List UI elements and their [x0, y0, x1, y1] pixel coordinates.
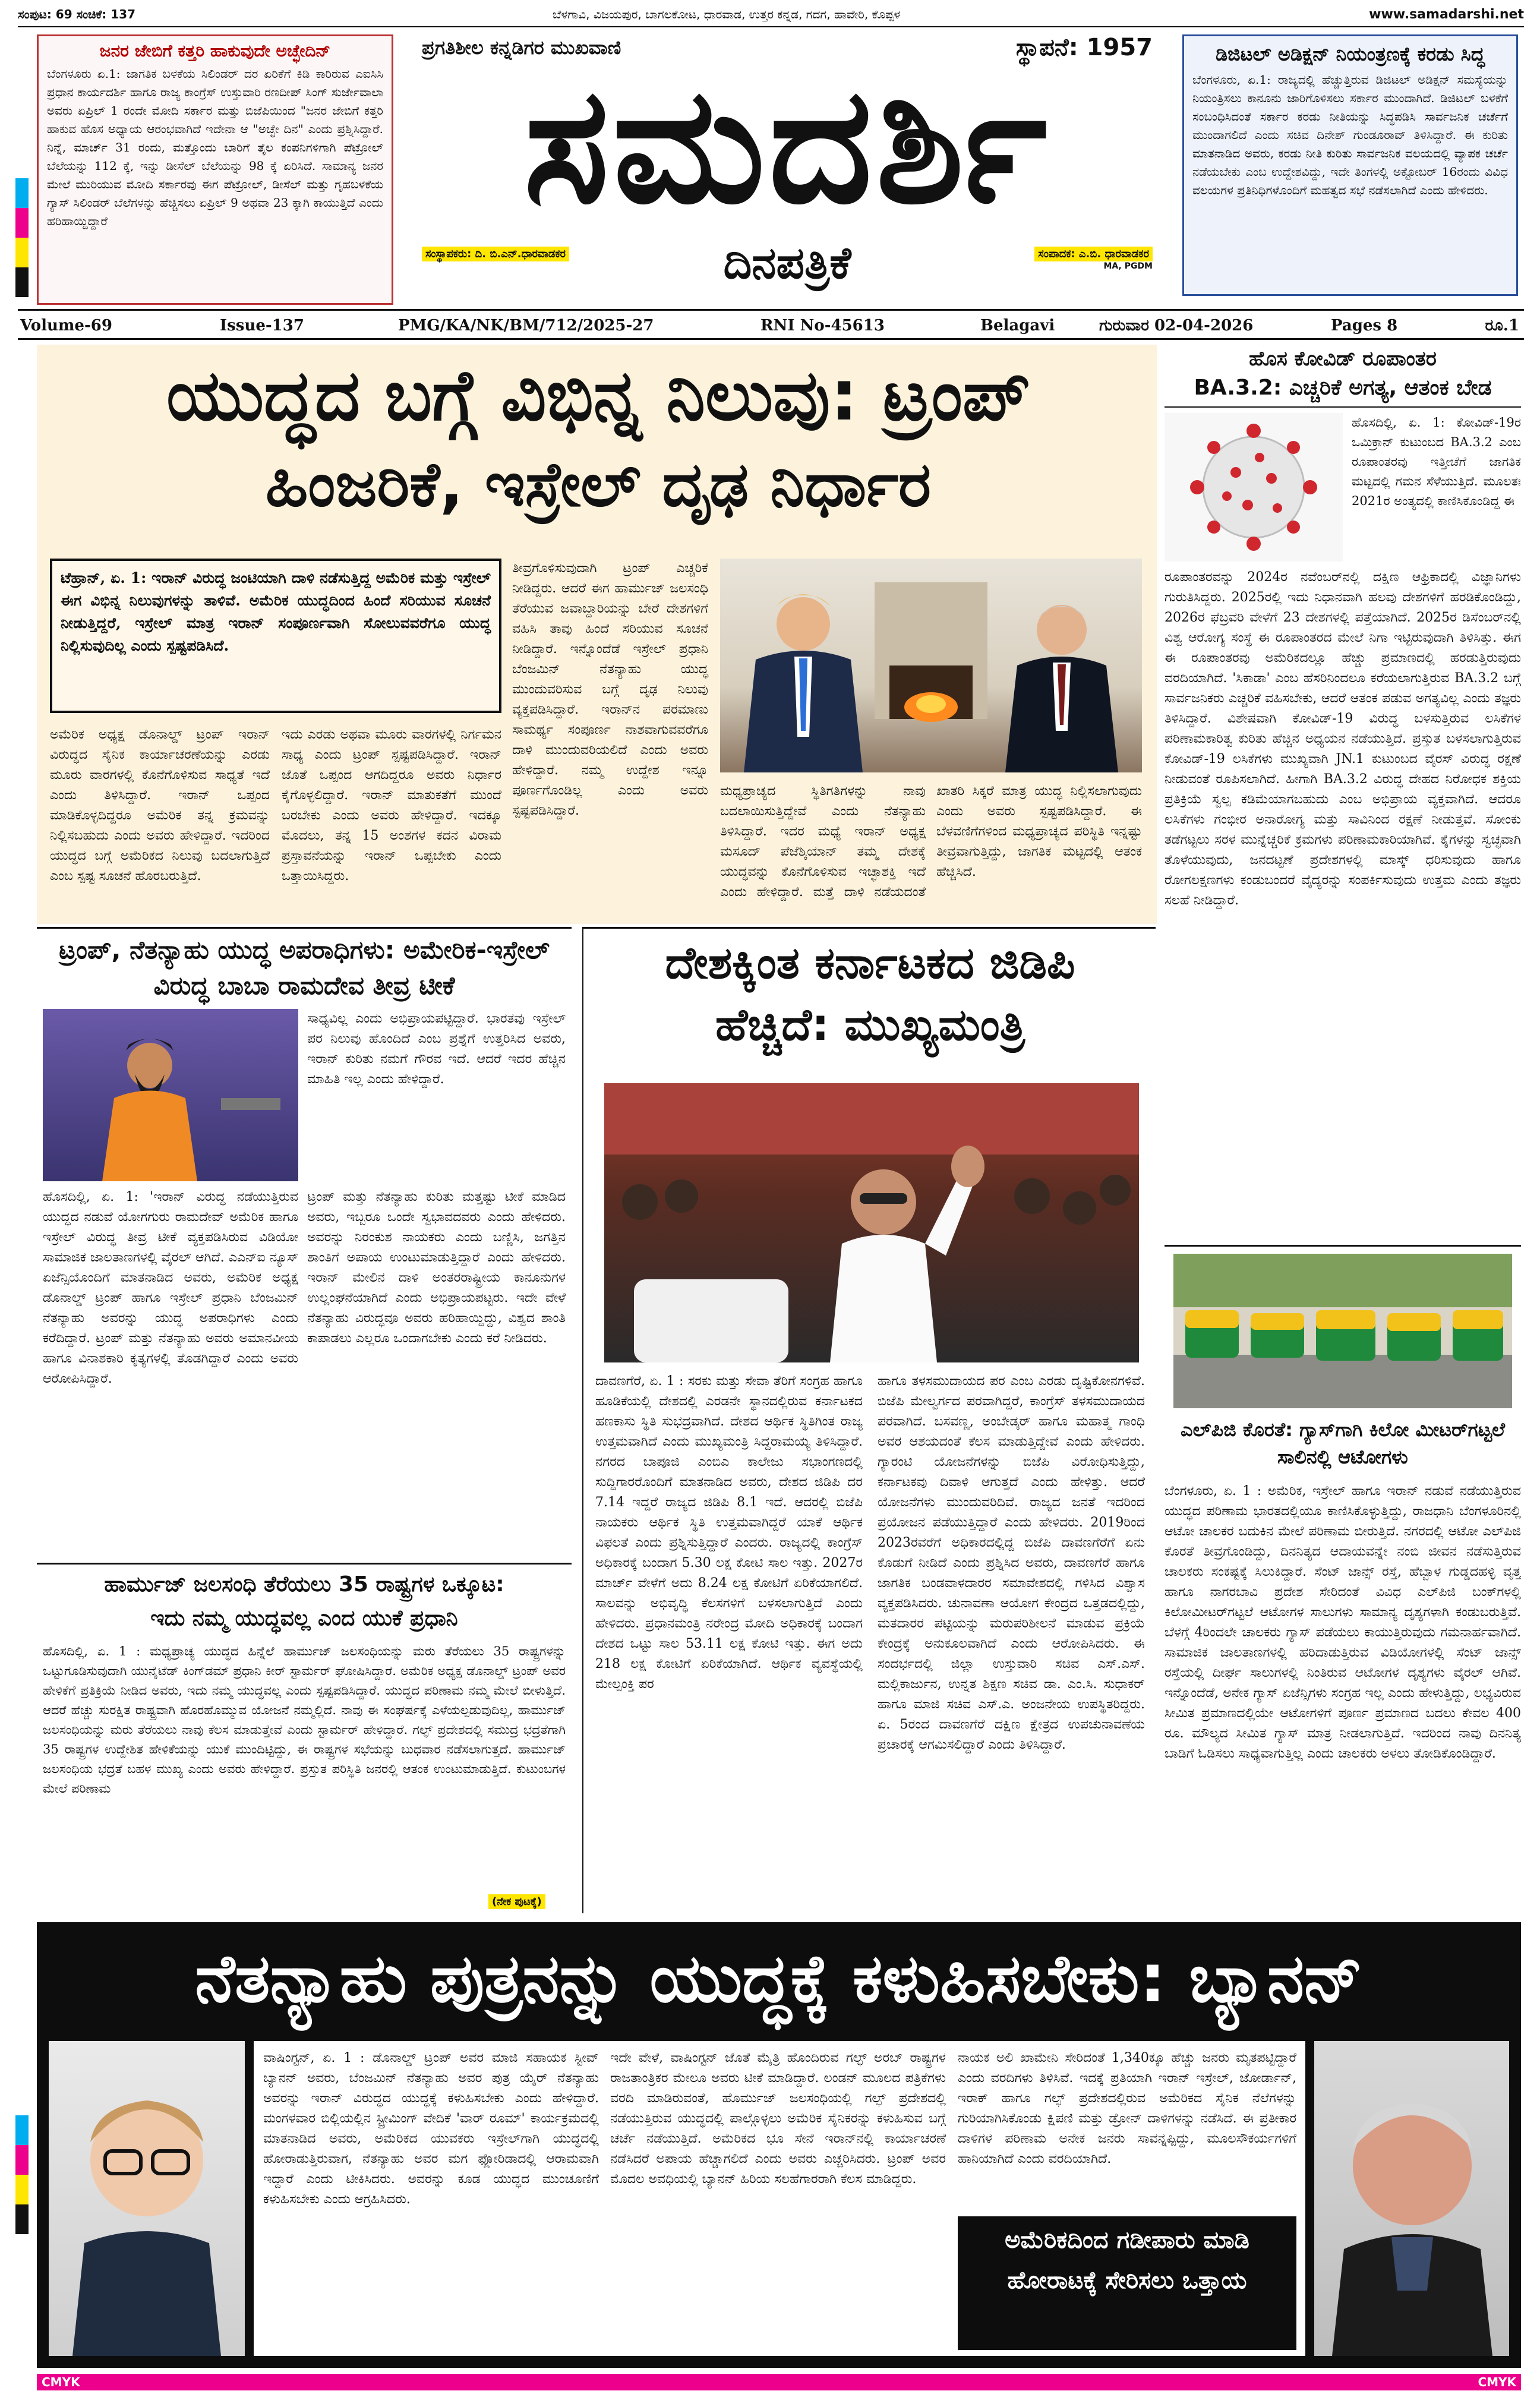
editor-label — [1034, 247, 1153, 271]
bannon-headline: ನೆತನ್ಯಾಹು ಪುತ್ರನನ್ನು ಯುದ್ಧಕ್ಕೆ ಕಳುಹಿಸಬೇಕು: ಬ್ಯಾನನ್ — [195, 1940, 1363, 2017]
footer-cmyk-right: CMYK — [1478, 2375, 1516, 2389]
cm-story — [582, 927, 1156, 1913]
photo-illustration — [43, 1009, 298, 1181]
issue-number: Issue-137 — [220, 317, 304, 335]
lead-intro-text: ಟೆಹ್ರಾನ್, ಏ. 1: ಇರಾನ್ ವಿರುದ್ಧ ಜಂಟಿಯಾಗಿ ದಾಳಿ ನಡೆಸುತ್ತಿದ್ದ ಅಮೆರಿಕ ಮತ್ತು ಇಸ್ರೇಲ್ ಈಗ ವಿಭಿನ್ನ ನಿಲುವುಗಳನ್ನು ತಾಳಿವೆ. ಅಮೆರಿಕ ಯುದ್ಧದಿಂದ ಹಿಂದೆ ಸರಿಯುವ ಸೂಚನೆ ನೀಡುತ್ತಿದ್ದರೆ, ಇಸ್ರೇಲ್ ಮಾತ್ರ ಇರಾನ್ ಸಂಪೂರ್ಣವಾಗಿ ಸೋಲುವವರೆಗೂ ಯುದ್ಧ ನಿಲ್ಲಿಸುವುದಿಲ್ಲ ಎಂದು ಸ್ಪಷ್ಟಪಡಿಸಿದೆ. — [61, 569, 491, 654]
hormuz-headline-2: ಇದು ನಮ್ಮ ಯುದ್ಧವಲ್ಲ ಎಂದ ಯುಕೆ ಪ್ರಧಾನಿ — [150, 1606, 458, 1630]
bannon-column-2: ಇದೇ ವೇಳೆ, ವಾಷಿಂಗ್ಟನ್ ಜೊತೆ ಮೈತ್ರಿ ಹೊಂದಿರುವ ಗಲ್ಫ್ ಅರಬ್ ರಾಷ್ಟ್ರಗಳ ರಾಜತಾಂತ್ರಿಕರ ಮೇಲೂ ಅವರು ಟೀಕೆ ಮಾಡಿದ್ದಾರೆ. ಲಂಡನ್ ಮೂಲದ ಪತ್ರಿಕೆಗಳು ವರದಿ ಮಾಡಿರುವಂತೆ, ಹೊರ್ಮುಜ್ ಜಲಸಂಧಿಯಲ್ಲಿ ಗಲ್ಫ್ ಪ್ರದೇಶದಲ್ಲಿ ನಡೆಯುತ್ತಿರುವ ಯುದ್ಧದಲ್ಲಿ ಪಾಲ್ಗೊಳ್ಳಲು ಅಮೆರಿಕ ಸೈನಿಕರನ್ನು ಕಳುಹಿಸುವ ಬಗ್ಗೆ ಚರ್ಚೆ ನಡೆಯುತ್ತಿದೆ. ಅಮೆರಿಕದ ಭೂ ಸೇನೆ ಇರಾನ್‌ನಲ್ಲಿ ಕಾರ್ಯಾಚರಣೆ ನಡೆಸಿದರೆ ಅಪಾಯ ಹೆಚ್ಚಾಗಲಿದೆ ಎಂದು ಅವರು ಎಚ್ಚರಿಸಿದರು. ಟ್ರಂಪ್ ಅವರ ಮೊದಲ ಅವಧಿಯಲ್ಲಿ ಬ್ಯಾನನ್ ಹಿರಿಯ ಸಲಹೆಗಾರರಾಗಿ ಕೆಲಸ ಮಾಡಿದ್ದರು. — [610, 2051, 946, 2187]
lpg-headline: ಎಲ್‌ಪಿಜಿ ಕೊರತೆ: ಗ್ಯಾಸ್‌ಗಾಗಿ ಕಿಲೋ ಮೀಟರ್‌ಗಟ್ಟಲೆ ಸಾಲಿನಲ್ಲಿ ಆಟೋಗಳು — [1181, 1418, 1505, 1468]
ramdev-column-2: ಟ್ರಂಪ್ ಮತ್ತು ನೆತನ್ಯಾಹು ಕುರಿತು ಮತ್ತಷ್ಟು ಟೀಕೆ ಮಾಡಿದ ಅವರು, ಇಬ್ಬರೂ ಒಂದೇ ಸ್ವಭಾವದವರು ಎಂದು ಹೇಳಿದರು. ಅವರನ್ನು ನಿರಂಕುಶ ನಾಯಕರು ಎಂದು ಬಣ್ಣಿಸಿ, ಜಗತ್ತಿನ ಶಾಂತಿಗೆ ಅಪಾಯ ಉಂಟುಮಾಡುತ್ತಿದ್ದಾರೆ ಎಂದು ಹೇಳಿದರು. ಇರಾನ್ ಮೇಲಿನ ದಾಳಿ ಅಂತರರಾಷ್ಟ್ರೀಯ ಕಾನೂನುಗಳ ಉಲ್ಲಂಘನೆಯಾಗಿದೆ ಎಂದು ಅಭಿಪ್ರಾಯಪಟ್ಟರು. ಇದೇ ವೇಳೆ ನೆತನ್ಯಾಹು ವಿರುದ್ಧವೂ ಅವರು ಹರಿಹಾಯ್ದಿದ್ದು, ವಿಶ್ವದ ಶಾಂತಿ ಕಾಪಾಡಲು ಎಲ್ಲರೂ ಒಂದಾಗಬೇಕು ಎಂದು ಕರೆ ನೀಡಿದರು. — [307, 1190, 566, 1346]
lead-intro-box — [50, 559, 501, 713]
footer-color-bar — [37, 2374, 1521, 2390]
cm-column-1: ದಾವಣಗೆರೆ, ಏ. 1 : ಸರಕು ಮತ್ತು ಸೇವಾ ತೆರಿಗೆ ಸಂಗ್ರಹ ಹಾಗೂ ಹೂಡಿಕೆಯಲ್ಲಿ ದೇಶದಲ್ಲಿ ಎರಡನೇ ಸ್ಥಾನದಲ್ಲಿರುವ ಕರ್ನಾಟಕದ ಹಣಕಾಸು ಸ್ಥಿತಿ ಸುಭದ್ರವಾಗಿದೆ. ದೇಶದ ಆರ್ಥಿಕ ಸ್ಥಿತಿಗಿಂತ ರಾಜ್ಯ ಉತ್ತಮವಾಗಿದೆ ಎಂದು ಮುಖ್ಯಮಂತ್ರಿ ಸಿದ್ದರಾಮಯ್ಯ ತಿಳಿಸಿದ್ದಾರೆ. ನಗರದ ಬಾಪೂಜಿ ಎಂಬಿಎ ಕಾಲೇಜು ಸಭಾಂಗಣದಲ್ಲಿ ಸುದ್ದಿಗಾರರೊಂದಿಗೆ ಮಾತನಾಡಿದ ಅವರು, ದೇಶದ ಜಿಡಿಪಿ ದರ 7.14 ಇದ್ದರೆ ರಾಜ್ಯದ ಜಿಡಿಪಿ 8.1 ಇದೆ. ಆದರಲ್ಲಿ ಬಿಜೆಪಿ ನಾಯಕರು ಆರ್ಥಿಕ ಸ್ಥಿತಿ ಉತ್ತಮವಾಗಿದ್ದರೆ ಯಾಕೆ ಆರ್ಥಿಕ ವಿಫಲತೆ ಎಂದು ಪ್ರಶ್ನಿಸುತ್ತಿದ್ದಾರೆ ಎಂದರು. ರಾಜ್ಯದಲ್ಲಿ ಕಾಂಗ್ರೆಸ್ ಅಧಿಕಾರಕ್ಕೆ ಬಂದಾಗ 5.30 ಲಕ್ಷ ಕೋಟಿ ಸಾಲ ಇತ್ತು. 2027ರ ಮಾರ್ಚ್ ವೇಳೆಗೆ ಅದು 8.24 ಲಕ್ಷ ಕೋಟಿಗೆ ಏರಿಕೆಯಾಗಲಿದೆ. ಸಾಲವನ್ನು ಅಭಿವೃದ್ಧಿ ಕೆಲಸಗಳಿಗೆ ಬಳಸಲಾಗುತ್ತಿದೆ ಎಂದು ಹೇಳಿದರು. ಪ್ರಧಾನಮಂತ್ರಿ ನರೇಂದ್ರ ಮೋದಿ ಅಧಿಕಾರಕ್ಕೆ ಬಂದಾಗ ದೇಶದ ಒಟ್ಟು ಸಾಲ 53.11 ಲಕ್ಷ ಕೋಟಿ ಇತ್ತು. ಈಗ ಅದು 218 ಲಕ್ಷ ಕೋಟಿಗೆ ಏರಿಕೆಯಾಗಿದೆ. ಆರ್ಥಿಕ ವ್ಯವಸ್ಥೆಯಲ್ಲಿ ಮೇಲ್ಪಂಕ್ತಿ ಪರ — [595, 1374, 863, 1692]
bannon-story — [37, 1922, 1521, 2368]
registration-mark-bottom — [15, 2115, 29, 2234]
volume-number: Volume-69 — [20, 317, 112, 335]
top-bar — [18, 5, 1524, 27]
covid-body: ರೂಪಾಂತರವನ್ನು 2024ರ ನವೆಂಬರ್‌ನಲ್ಲಿ ದಕ್ಷಿಣ ಆಫ್ರಿಕಾದಲ್ಲಿ ವಿಜ್ಞಾನಿಗಳು ಗುರುತಿಸಿದ್ದರು. 2025ರಲ್ಲಿ ಇದು ನಿಧಾನವಾಗಿ ಹಲವು ದೇಶಗಳಿಗೆ ಹರಡಿಕೊಂಡಿದ್ದು, 2026ರ ಫೆಬ್ರವರಿ ವೇಳೆಗೆ 23 ದೇಶಗಳಲ್ಲಿ ಪತ್ತೆಯಾಗಿದೆ. 2025ರ ಡಿಸೆಂಬರ್‌ನಲ್ಲಿ ವಿಶ್ವ ಆರೋಗ್ಯ ಸಂಸ್ಥೆ ಈ ರೂಪಾಂತರದ ಮೇಲೆ ನಿಗಾ ಇಟ್ಟಿರುವುದಾಗಿ ತಿಳಿಸಿತ್ತು. ಈಗ ಈ ರೂಪಾಂತರವು ಅಮೆರಿಕದಲ್ಲೂ ಹೆಚ್ಚು ಪ್ರಮಾಣದಲ್ಲಿ ಹರಡುತ್ತಿರುವುದು ವರದಿಯಾಗಿದೆ. 'ಸಿಕಾಡಾ' ಎಂಬ ಹೆಸರಿನಿಂದಲೂ ಕರೆಯಲಾಗುತ್ತಿರುವ BA.3.2 ಬಗ್ಗೆ ಸಾರ್ವಜನಿಕರು ಎಚ್ಚರಿಕೆ ವಹಿಸಬೇಕು, ಆದರೆ ಆತಂಕ ಪಡುವ ಅಗತ್ಯವಿಲ್ಲ ಎಂದು ತಜ್ಞರು ತಿಳಿಸಿದ್ದಾರೆ. ವಿಶೇಷವಾಗಿ ಕೋವಿಡ್-19 ವಿರುದ್ಧ ಬಳಸುತ್ತಿರುವ ಲಸಿಕೆಗಳ ಪರಿಣಾಮಕಾರಿತ್ವ ಕುರಿತು ಹೆಚ್ಚಿನ ಅಧ್ಯಯನ ನಡೆಯುತ್ತಿದೆ. ಪ್ರಸ್ತುತ ಬಳಸಲಾಗುತ್ತಿರುವ ಕೋವಿಡ್-19 ಲಸಿಕೆಗಳು ಮುಖ್ಯವಾಗಿ JN.1 ಕುಟುಂಬದ ವೈರಸ್ ವಿರುದ್ಧ ರಕ್ಷಣೆ ನೀಡುವಂತೆ ರೂಪಿಸಲಾಗಿದೆ. ಹೀಗಾಗಿ BA.3.2 ವಿರುದ್ಧ ದೇಹದ ನಿರೋಧಕ ಶಕ್ತಿಯ ಪ್ರತಿಕ್ರಿಯೆ ಸ್ವಲ್ಪ ಕಡಿಮೆಯಾಗಬಹುದು ಎಂಬ ಅಭಿಪ್ರಾಯ ವ್ಯಕ್ತವಾಗಿದೆ. ಆದರೂ ಲಸಿಕೆಗಳು ಗಂಭೀರ ಅನಾರೋಗ್ಯ ಮತ್ತು ಸಾವಿನಿಂದ ರಕ್ಷಣೆ ನೀಡುತ್ತವೆ. ಸೋಂಕು ತಡೆಗಟ್ಟಲು ಸರಳ ಮುನ್ನೆಚ್ಚರಿಕೆ ಕ್ರಮಗಳು ಪರಿಣಾಮಕಾರಿಯಾಗಿವೆ. ಕೈಗಳನ್ನು ಸ್ವಚ್ಛವಾಗಿ ತೊಳೆಯುವುದು, ಜನದಟ್ಟಣೆ ಪ್ರದೇಶಗಳಲ್ಲಿ ಮಾಸ್ಕ್ ಧರಿಸುವುದು ಹಾಗೂ ರೋಗಲಕ್ಷಣಗಳು ಕಂಡುಬಂದರೆ ವೈದ್ಯರನ್ನು ಸಂಪರ್ಕಿಸುವುದು ಉತ್ತಮ ಎಂದು ತಜ್ಞರು ಸಲಹೆ ನೀಡಿದ್ದಾರೆ. — [1165, 570, 1521, 908]
covid-headline-2: BA.3.2: ಎಚ್ಚರಿಕೆ ಅಗತ್ಯ, ಆತಂಕ ಬೇಡ — [1165, 373, 1521, 408]
virus-image — [1165, 413, 1343, 562]
city-label: Belagavi — [980, 317, 1055, 335]
registration-mark-top — [15, 178, 29, 297]
editor-degree: MA, PGDM — [1103, 261, 1153, 271]
lead-column-2: ಇದು ಎರಡು ಅಥವಾ ಮೂರು ವಾರಗಳಲ್ಲಿ ನಿರ್ಗಮನ ಸಾಧ್ಯ ಎಂದು ಟ್ರಂಪ್ ಸ್ಪಷ್ಟಪಡಿಸಿದ್ದಾರೆ. ಇರಾನ್ ಜೊತೆ ಒಪ್ಪಂದ ಆಗದಿದ್ದರೂ ಅವರು ನಿರ್ಧಾರ ಕೈಗೊಳ್ಳಲಿದ್ದಾರೆ. ಇರಾನ್ ಮಾತುಕತೆಗೆ ಮುಂದೆ ಬರಬೇಕು ಎಂದು ಅವರು ಹೇಳಿದ್ದಾರೆ. ಇದಕ್ಕೂ ಮೊದಲು, ತನ್ನ 15 ಅಂಶಗಳ ಕದನ ವಿರಾಮ ಪ್ರಸ್ತಾವನೆಯನ್ನು ಇರಾನ್ ಒಪ್ಪಬೇಕು ಎಂದು ಒತ್ತಾಯಿಸಿದ್ದರು. — [282, 727, 501, 884]
left-news-box — [37, 34, 393, 305]
bannon-column-3: ನಾಯಕ ಅಲಿ ಖಾಮೇನಿ ಸೇರಿದಂತೆ 1,340ಕ್ಕೂ ಹೆಚ್ಚು ಜನರು ಮೃತಪಟ್ಟಿದ್ದಾರೆ ಎಂದು ವರದಿಗಳು ತಿಳಿಸಿವೆ. ಇದಕ್ಕೆ ಪ್ರತಿಯಾಗಿ ಇರಾನ್ ಇಸ್ರೇಲ್, ಜೋರ್ಡಾನ್, ಇರಾಕ್ ಹಾಗೂ ಗಲ್ಫ್ ಪ್ರದೇಶದಲ್ಲಿರುವ ಅಮೆರಿಕದ ಸೈನಿಕ ನೆಲೆಗಳನ್ನು ಗುರಿಯಾಗಿಸಿಕೊಂಡು ಕ್ಷಿಪಣಿ ಮತ್ತು ಡ್ರೋನ್ ದಾಳಿಗಳನ್ನು ನಡೆಸಿದೆ. ಈ ಪ್ರತೀಕಾರ ದಾಳಿಗಳ ಪರಿಣಾಮ ಅನೇಕ ಜನರು ಸಾವನ್ನಪ್ಪಿದ್ದು, ಮೂಲಸೌಕರ್ಯಗಳಿಗೆ ಹಾನಿಯಾಗಿದೆ ಎಂದು ವರದಿಯಾಗಿದೆ. — [958, 2051, 1296, 2166]
virus-icon — [1165, 413, 1343, 562]
trump-netanyahu-photo — [720, 559, 1142, 772]
covid-side-text: ಹೊಸದಿಲ್ಲಿ, ಏ. 1: ಕೋವಿಡ್-19ರ ಒಮಿಕ್ರಾನ್ ಕುಟುಂಬದ BA.3.2 ಎಂಬ ರೂಪಾಂತರವು ಇತ್ತೀಚೆಗೆ ಜಾಗತಿಕ ಮಟ್ಟದಲ್ಲಿ ಗಮನ ಸೆಳೆಯುತ್ತಿದೆ. ಮೂಲತಃ 2021ರ ಅಂತ್ಯದಲ್ಲಿ ಕಾಣಿಸಿಕೊಂಡಿದ್ದ ಈ — [1352, 415, 1521, 508]
photo-illustration — [1314, 2041, 1509, 2356]
left-box-title: ಜನರ ಜೇಬಿಗೆ ಕತ್ತರಿ ಹಾಕುವುದೇ ಅಚ್ಛೇದಿನ್ — [99, 41, 331, 61]
masthead-tagline: ಪ್ರಗತಿಶೀಲ ಕನ್ನಡಿಗರ ಮುಖವಾಣಿ — [422, 36, 621, 59]
website-link[interactable]: www.samadarshi.net — [1369, 7, 1524, 22]
info-bar — [18, 309, 1524, 340]
auto-queue-photo — [1173, 1254, 1512, 1408]
right-box-body: ಬೆಂಗಳೂರು, ಏ.1: ರಾಜ್ಯದಲ್ಲಿ ಹೆಚ್ಚುತ್ತಿರುವ ಡಿಜಿಟಲ್ ಅಡಿಕ್ಷನ್ ಸಮಸ್ಯೆಯನ್ನು ನಿಯಂತ್ರಿಸಲು ಕಾನೂನು ಜಾರಿಗೊಳಿಸಲು ಸರ್ಕಾರ ಮುಂದಾಗಿದೆ. ಡಿಜಿಟಲ್ ಬಳಕೆಗೆ ಸಂಬಂಧಿಸಿದಂತೆ ಸರ್ಕಾರ ಕರಡು ನೀತಿಯನ್ನು ಸಿದ್ಧಪಡಿಸಿ ಸಾರ್ವಜನಿಕ ಚರ್ಚೆಗೆ ಮುಂದಾಗಲಿದೆ ಎಂದು ಸಚಿವ ದಿನೇಶ್ ಗುಂಡೂರಾವ್ ತಿಳಿಸಿದ್ದಾರೆ. ಈ ಕುರಿತು ಮಾತನಾಡಿದ ಅವರು, ಕರಡು ನೀತಿ ಕುರಿತು ಸಾರ್ವಜನಿಕ ವಲಯದಲ್ಲಿ ವ್ಯಾಪಕ ಚರ್ಚೆ ನಡೆಯಬೇಕು ಎಂಬ ಉದ್ದೇಶವಿದ್ದು, ಇದೇ ತಿಂಗಳಲ್ಲಿ ಅಕ್ಟೋಬರ್ 16ರಂದು ವಿವಿಧ ವಲಯಗಳ ಪ್ರತಿನಿಧಿಗಳೊಂದಿಗೆ ಮಹತ್ವದ ಸಭೆ ನಡೆಸಲಾಗಿದೆ ಎಂದು ಹೇಳಿದರು. — [1192, 72, 1508, 197]
bannon-text-area — [254, 2041, 1305, 2356]
cm-headline-1: ದೇಶಕ್ಕಿಂತ ಕರ್ನಾಟಕದ ಜಿಡಿಪಿ — [665, 938, 1075, 989]
edition-cities: ಬೆಳಗಾವಿ, ವಿಜಯಪುರ, ಬಾಗಲಕೋಟ, ಧಾರವಾಡ, ಉತ್ತರ ಕನ್ನಡ, ಗದಗ, ಹಾವೇರಿ, ಕೊಪ್ಪಳ — [553, 7, 901, 21]
page-count: Pages 8 — [1331, 317, 1398, 335]
lpg-body: ಬೆಂಗಳೂರು, ಏ. 1 : ಅಮೆರಿಕ, ಇಸ್ರೇಲ್ ಹಾಗೂ ಇರಾನ್ ನಡುವೆ ನಡೆಯುತ್ತಿರುವ ಯುದ್ಧದ ಪರಿಣಾಮ ಭಾರತದಲ್ಲಿಯೂ ಕಾಣಿಸಿಕೊಳ್ಳುತ್ತಿದ್ದು, ರಾಜಧಾನಿ ಬೆಂಗಳೂರಿನಲ್ಲಿ ಆಟೋ ಚಾಲಕರ ಬದುಕಿನ ಮೇಲೆ ಪರಿಣಾಮ ಬೀರುತ್ತಿದೆ. ನಗರದಲ್ಲಿ ಆಟೋ ಎಲ್‌ಪಿಜಿ ಕೊರತೆ ತೀವ್ರಗೊಂಡಿದ್ದು, ದಿನನಿತ್ಯದ ಆದಾಯವನ್ನೇ ನಂಬಿ ಜೀವನ ನಡೆಸುತ್ತಿರುವ ಚಾಲಕರು ಸಂಕಷ್ಟಕ್ಕೆ ಸಿಲುಕಿದ್ದಾರೆ. ಸೆಂಟ್ ಜಾನ್ಸ್ ರಸ್ತೆ, ಹೆಬ್ಬಾಳ ಗುಡ್ಡದಹಳ್ಳಿ ವೃತ್ತ ಹಾಗೂ ನಾಗರಬಾವಿ ಪ್ರದೇಶ ಸೇರಿದಂತೆ ವಿವಿಧ ಎಲ್‌ಪಿಜಿ ಬಂಕ್‌ಗಳಲ್ಲಿ ಕಿಲೋಮೀಟರ್‌ಗಟ್ಟಲೆ ಆಟೋಗಳ ಸಾಲುಗಳು ಸಾಮಾನ್ಯ ದೃಶ್ಯಗಳಾಗಿ ಕಂಡುಬರುತ್ತಿವೆ. ಬೆಳಗ್ಗೆ 4ರಿಂದಲೇ ಚಾಲಕರು ಗ್ಯಾಸ್ ಪಡೆಯಲು ಕಾಯುತ್ತಿರುವುದು ಗಮನಾರ್ಹವಾಗಿದೆ. ಸಾಮಾಜಿಕ ಜಾಲತಾಣಗಳಲ್ಲಿ ಹರಿದಾಡುತ್ತಿರುವ ವಿಡಿಯೋಗಳಲ್ಲಿ ಸೆಂಟ್ ಜಾನ್ಸ್ ರಸ್ತೆಯಲ್ಲಿ ದೀರ್ಘ ಸಾಲುಗಳಲ್ಲಿ ನಿಂತಿರುವ ಆಟೋಗಳ ದೃಶ್ಯಗಳು ವೈರಲ್ ಆಗಿವೆ. ಇನ್ನೊಂದೆಡೆ, ಅನೇಕ ಗ್ಯಾಸ್ ಏಜೆನ್ಸಿಗಳು ಸಂಗ್ರಹ ಇಲ್ಲ ಎಂದು ಹೇಳುತ್ತಿದ್ದು, ಲಭ್ಯವಿರುವ ಸೀಮಿತ ಪ್ರಮಾಣದಲ್ಲಿಯೇ ಆಟೋಗಳಿಗೆ ಪೂರ್ಣ ಪ್ರಮಾಣದ ಬದಲು ಕೇವಲ 400 ರೂ. ಮೌಲ್ಯದ ಸೀಮಿತ ಗ್ಯಾಸ್ ಮಾತ್ರ ನೀಡಲಾಗುತ್ತಿದೆ. ಇದರಿಂದ ನಾವು ದಿನನಿತ್ಯ ಬಾಡಿಗೆ ಓಡಿಸಲು ಸಾಧ್ಯವಾಗುತ್ತಿಲ್ಲ ಎಂದು ಚಾಲಕರು ಅಳಲು ತೋಡಿಕೊಂಡಿದ್ದಾರೆ. — [1165, 1484, 1521, 1761]
bannon-column-1: ವಾಷಿಂಗ್ಟನ್, ಏ. 1 : ಡೊನಾಲ್ಡ್ ಟ್ರಂಪ್ ಅವರ ಮಾಜಿ ಸಹಾಯಕ ಸ್ಟೀವ್ ಬ್ಯಾನನ್ ಅವರು, ಬೆಂಜಮಿನ್ ನೆತನ್ಯಾಹು ಅವರ ಪುತ್ರ ಯೈರ್ ನೆತನ್ಯಾಹು ಅವರನ್ನು ಇರಾನ್ ವಿರುದ್ಧದ ಯುದ್ಧಕ್ಕೆ ಕಳುಹಿಸಬೇಕು ಎಂದು ಹೇಳಿದ್ದಾರೆ. ಮಂಗಳವಾರ ಬಿಲ್ಲಿಯಲ್ಲಿನ ಸ್ಟ್ರೀಮಿಂಗ್ ವೇದಿಕೆ 'ವಾರ್ ರೂಮ್' ಕಾರ್ಯಕ್ರಮದಲ್ಲಿ ಮಾತನಾಡಿದ ಅವರು, ಅಮೆರಿಕದ ಯುವಕರು ಇಸ್ರೇಲ್‌ಗಾಗಿ ಯುದ್ಧದಲ್ಲಿ ಹೋರಾಡುತ್ತಿರುವಾಗ, ನೆತನ್ಯಾಹು ಅವರ ಮಗ ಫ್ಲೋರಿಡಾದಲ್ಲಿ ಆರಾಮವಾಗಿ ಇದ್ದಾರೆ ಎಂದು ಟೀಕಿಸಿದರು. ಅವರನ್ನು ಕೂಡ ಯುದ್ಧದ ಮುಂಚೂಣಿಗೆ ಕಳುಹಿಸಬೇಕು ಎಂದು ಆಗ್ರಹಿಸಿದರು. — [263, 2051, 599, 2207]
masthead-subtitle: ದಿನಪತ್ರಿಕೆ — [723, 238, 851, 289]
bannon-callout: ಅಮೆರಿಕದಿಂದ ಗಡೀಪಾರು ಮಾಡಿ ಹೋರಾಟಕ್ಕೆ ಸೇರಿಸಲು ಒತ್ತಾಯ — [958, 2216, 1296, 2350]
bannon-photo — [1314, 2041, 1509, 2356]
ramdev-headline: ಟ್ರಂಪ್, ನೆತನ್ಯಾಹು ಯುದ್ಧ ಅಪರಾಧಿಗಳು: ಅಮೇರಿಕ-ಇಸ್ರೇಲ್ ವಿರುದ್ಧ ಬಾಬಾ ರಾಮದೇವ ತೀವ್ರ ಟೀಕೆ — [59, 935, 550, 1000]
ramdev-photo — [43, 1009, 298, 1181]
ramdev-body: ಹೊಸದಿಲ್ಲಿ, ಏ. 1: 'ಇರಾನ್ ವಿರುದ್ಧ ನಡೆಯುತ್ತಿರುವ ಯುದ್ಧದ ನಡುವೆ ಯೋಗಗುರು ರಾಮದೇವ್ ಅಮೆರಿಕ ಹಾಗೂ ಇಸ್ರೇಲ್ ವಿರುದ್ಧ ತೀವ್ರ ಟೀಕೆ ವ್ಯಕ್ತಪಡಿಸಿರುವ ವಿಡಿಯೋ ಸಾಮಾಜಿಕ ಜಾಲತಾಣಗಳಲ್ಲಿ ವೈರಲ್ ಆಗಿದೆ. ಎಎನ್‌ಐ ನ್ಯೂಸ್ ಏಜೆನ್ಸಿಯೊಂದಿಗೆ ಮಾತನಾಡಿದ ಅವರು, ಅಮೆರಿಕ ಅಧ್ಯಕ್ಷ ಡೊನಾಲ್ಡ್ ಟ್ರಂಪ್ ಹಾಗೂ ಇಸ್ರೇಲ್ ಪ್ರಧಾನಿ ಬೆಂಜಮಿನ್ ನೆತನ್ಯಾಹು ಅವರನ್ನು ಯುದ್ಧ ಅಪರಾಧಿಗಳು ಎಂದು ಕರೆದಿದ್ದಾರೆ. ಟ್ರಂಪ್ ಮತ್ತು ನೆತನ್ಯಾಹು ಅವರು ಅಮಾನವೀಯ ಹಾಗೂ ವಿನಾಶಕಾರಿ ಕೃತ್ಯಗಳಲ್ಲಿ ತೊಡಗಿದ್ದಾರೆ ಎಂದು ಅವರು ಆರೋಪಿಸಿದ್ದಾರೆ. — [43, 1190, 298, 1386]
registration-number: PMG/KA/NK/BM/712/2025-27 — [398, 317, 654, 335]
photo-illustration — [49, 2041, 245, 2356]
lead-story — [37, 345, 1157, 924]
issue-date: ಗುರುವಾರ 02-04-2026 — [1099, 317, 1254, 335]
continued-label: (ನೇಕ ಪುಟಕ್ಕೆ) — [488, 1894, 545, 1909]
lead-headline-1: ಯುದ್ಧದ ಬಗ್ಗೆ ವಿಭಿನ್ನ ನಿಲುವು: ಟ್ರಂಪ್ — [166, 354, 1030, 436]
lead-column-1: ಅಮೆರಿಕ ಅಧ್ಯಕ್ಷ ಡೊನಾಲ್ಡ್ ಟ್ರಂಪ್ ಇರಾನ್ ವಿರುದ್ಧದ ಸೈನಿಕ ಕಾರ್ಯಾಚರಣೆಯನ್ನು ಎರಡು ಮೂರು ವಾರಗಳಲ್ಲಿ ಕೊನೆಗೊಳಿಸುವ ಸಾಧ್ಯತೆ ಇದೆ ಎಂದು ತಿಳಿಸಿದ್ದಾರೆ. ಇರಾನ್ ಒಪ್ಪಂದ ಮಾಡಿಕೊಳ್ಳದಿದ್ದರೂ ಅಮೆರಿಕ ತನ್ನ ಕ್ರಮವನ್ನು ನಿಲ್ಲಿಸಬಹುದು ಎಂದು ಅವರು ಹೇಳಿದ್ದಾರೆ. ಇದರಿಂದ ಯುದ್ಧದ ಬಗ್ಗೆ ಅಮೆರಿಕದ ನಿಲುವು ಬದಲಾಗುತ್ತಿದೆ ಎಂಬ ಸ್ಪಷ್ಟ ಸೂಚನೆ ಹೊರಬರುತ್ತಿದೆ. — [50, 727, 270, 884]
hormuz-headline-1: ಹಾರ್ಮುಜ್ ಜಲಸಂಧಿ ತೆರೆಯಲು 35 ರಾಷ್ಟ್ರಗಳ ಒಕ್ಕೂಟ: — [104, 1572, 504, 1597]
lpg-story — [1165, 1245, 1521, 1916]
price-label: ರೂ.1 — [1485, 317, 1519, 335]
yair-netanyahu-photo — [49, 2041, 245, 2356]
lead-column-3: ತೀವ್ರಗೊಳಿಸುವುದಾಗಿ ಟ್ರಂಪ್ ಎಚ್ಚರಿಕೆ ನೀಡಿದ್ದರು. ಆದರೆ ಈಗ ಹಾರ್ಮುಜ್ ಜಲಸಂಧಿ ತೆರೆಯುವ ಜವಾಬ್ದಾರಿಯನ್ನು ಬೇರೆ ದೇಶಗಳಿಗೆ ವಹಿಸಿ ತಾವು ಹಿಂದೆ ಸರಿಯುವ ಸೂಚನೆ ನೀಡಿದ್ದಾರೆ. ಇನ್ನೊಂದೆಡೆ ಇಸ್ರೇಲ್ ಪ್ರಧಾನಿ ಬೆಂಜಮಿನ್ ನೆತನ್ಯಾಹು ಯುದ್ಧ ಮುಂದುವರಿಸುವ ಬಗ್ಗೆ ದೃಢ ನಿಲುವು ವ್ಯಕ್ತಪಡಿಸಿದ್ದಾರೆ. ಇರಾನ್‌ನ ಪರಮಾಣು ಸಾಮರ್ಥ್ಯ ಸಂಪೂರ್ಣ ನಾಶವಾಗುವವರೆಗೂ ದಾಳಿ ಮುಂದುವರಿಯಲಿದೆ ಎಂದು ಅವರು ಹೇಳಿದ್ದಾರೆ. ನಮ್ಮ ಉದ್ದೇಶ ಇನ್ನೂ ಪೂರ್ಣಗೊಂಡಿಲ್ಲ ಎಂದು ಅವರು ಸ್ಪಷ್ಟಪಡಿಸಿದ್ದಾರೆ. — [512, 561, 708, 818]
rni-number: RNI No-45613 — [760, 317, 885, 335]
lead-headline-2: ಹಿಂಜರಿಕೆ, ಇಸ್ರೇಲ್ ದೃಢ ನಿರ್ಧಾರ — [265, 448, 931, 521]
right-news-box — [1182, 34, 1518, 296]
covid-story — [1165, 345, 1521, 1236]
masthead — [410, 33, 1165, 306]
covid-headline-1: ಹೊಸ ಕೋವಿಡ್ ರೂಪಾಂತರ — [1249, 347, 1437, 371]
photo-illustration — [604, 1083, 1139, 1362]
cm-column-2: ಹಾಗೂ ತಳಸಮುದಾಯದ ಪರ ಎಂಬ ಎರಡು ದೃಷ್ಟಿಕೋನಗಳಿವೆ. ಬಿಜೆಪಿ ಮೇಲ್ವರ್ಗದ ಪರವಾಗಿದ್ದರೆ, ಕಾಂಗ್ರೆಸ್ ತಳಸಮುದಾಯದ ಪರವಾಗಿದೆ. ಬಸವಣ್ಣ, ಅಂಬೇಡ್ಕರ್ ಹಾಗೂ ಮಹಾತ್ಮ ಗಾಂಧಿ ಅವರ ಆಶಯದಂತೆ ಕೆಲಸ ಮಾಡುತ್ತಿದ್ದೇವೆ ಎಂದು ಹೇಳಿದರು. ಗ್ಯಾರಂಟಿ ಯೋಜನೆಗಳನ್ನು ಬಿಜೆಪಿ ವಿರೋಧಿಸುತ್ತಿದ್ದು, ಕರ್ನಾಟಕವು ದಿವಾಳಿ ಆಗುತ್ತದೆ ಎಂದು ಹೇಳಿತ್ತು. ಆದರೆ ಯೋಜನೆಗಳು ಮುಂದುವರಿದಿವೆ. ರಾಜ್ಯದ ಜನತೆ ಇದರಿಂದ ಪ್ರಯೋಜನ ಪಡೆಯುತ್ತಿದ್ದಾರೆ ಎಂದು ಹೇಳಿದರು. 2019ರಿಂದ 2023ರವರೆಗೆ ಅಧಿಕಾರದಲ್ಲಿದ್ದ ಬಿಜೆಪಿ ದಾವಣಗೆರೆಗೆ ಏನು ಕೊಡುಗೆ ನೀಡಿದೆ ಎಂದು ಪ್ರಶ್ನಿಸಿದ ಅವರು, ದಾವಣಗೆರೆ ಹಾಗೂ ಜಾಗತಿಕ ಬಂಡವಾಳದಾರರ ಸಮಾವೇಶದಲ್ಲಿ ಗಳಿಸಿದ ವಿಶ್ವಾಸ ವ್ಯಕ್ತಪಡಿಸಿದರು. ಚುನಾವಣಾ ಆಯೋಗ ಕೇಂದ್ರದ ಒತ್ತಡದಲ್ಲಿದ್ದು, ಮತದಾರರ ಪಟ್ಟಿಯನ್ನು ಮರುಪರಿಶೀಲನೆ ಮಾಡುವ ಪ್ರಕ್ರಿಯೆ ಕೇಂದ್ರಕ್ಕೆ ಅನುಕೂಲವಾಗಿದೆ ಎಂದು ಆರೋಪಿಸಿದರು. ಈ ಸಂದರ್ಭದಲ್ಲಿ ಜಿಲ್ಲಾ ಉಸ್ತುವಾರಿ ಸಚಿವ ಎಸ್.ಎಸ್. ಮಲ್ಲಿಕಾರ್ಜುನ, ಉನ್ನತ ಶಿಕ್ಷಣ ಸಚಿವ ಡಾ. ಎಂ.ಸಿ. ಸುಧಾಕರ್ ಹಾಗೂ ಮಾಜಿ ಸಚಿವ ಎಸ್.ಎ. ಅಂಜನೇಯ ಉಪಸ್ಥಿತರಿದ್ದರು. ಏ. 5ರಂದ ದಾವಣಗೆರೆ ದಕ್ಷಿಣ ಕ್ಷೇತ್ರದ ಉಪಚುನಾವಣೆಯ ಪ್ರಚಾರಕ್ಕೆ ಆಗಮಿಸಲಿದ್ದಾರೆ ಎಂದು ತಿಳಿಸಿದ್ದಾರೆ. — [878, 1374, 1145, 1752]
masthead-title: ಸಮದರ್ಶಿ — [523, 52, 1051, 239]
ramdev-side-text: ಸಾಧ್ಯವಿಲ್ಲ ಎಂದು ಅಭಿಪ್ರಾಯಪಟ್ಟಿದ್ದಾರೆ. ಭಾರತವು ಇಸ್ರೇಲ್ ಪರ ನಿಲುವು ಹೊಂದಿದೆ ಎಂಬ ಪ್ರಶ್ನೆಗೆ ಉತ್ತರಿಸಿದ ಅವರು, ಇರಾನ್ ಕುರಿತು ನಮಗೆ ಗೌರವ ಇದೆ. ಆದರೆ ಇದರ ಹೆಚ್ಚಿನ ಮಾಹಿತಿ ಇಲ್ಲ ಎಂದು ಹೇಳಿದ್ದಾರೆ. — [307, 1011, 566, 1087]
cm-headline-2: ಹೆಚ್ಚಿದೆ: ಮುಖ್ಯಮಂತ್ರಿ — [715, 999, 1025, 1051]
volume-issue-label: ಸಂಪುಟ: 69 ಸಂಚಿಕೆ: 137 — [18, 7, 136, 21]
hormuz-body: ಹೊಸದಿಲ್ಲಿ, ಏ. 1 : ಮಧ್ಯಪ್ರಾಚ್ಯ ಯುದ್ಧದ ಹಿನ್ನೆಲೆ ಹಾರ್ಮುಜ್ ಜಲಸಂಧಿಯನ್ನು ಮರು ತೆರೆಯಲು 35 ರಾಷ್ಟ್ರಗಳನ್ನು ಒಟ್ಟುಗೂಡಿಸುವುದಾಗಿ ಯುನೈಟೆಡ್ ಕಿಂಗ್‌ಡಮ್ ಪ್ರಧಾನಿ ಕೀರ್ ಸ್ಟಾರ್ಮರ್ ಘೋಷಿಸಿದ್ದಾರೆ. ಅಮೆರಿಕ ಅಧ್ಯಕ್ಷ ಡೊನಾಲ್ಡ್ ಟ್ರಂಪ್ ಅವರ ಹೇಳಿಕೆಗೆ ಪ್ರತಿಕ್ರಿಯೆ ನೀಡಿದ ಅವರು, ಇದು ನಮ್ಮ ಯುದ್ಧವಲ್ಲ ಎಂದು ಸ್ಪಷ್ಟಪಡಿಸಿದ್ದಾರೆ. ಯುದ್ಧದ ಪರಿಣಾಮ ನಮ್ಮ ಮೇಲೆ ಬೀಳುತ್ತಿದೆ. ಆದರೆ ಹೆಚ್ಚು ಸುರಕ್ಷಿತ ರಾಷ್ಟ್ರವಾಗಿ ಹೊರಹೊಮ್ಮುವ ಯೋಜನೆ ನಮ್ಮಲ್ಲಿದೆ. ನಾವು ಈ ಸಂಘರ್ಷಕ್ಕೆ ಎಳೆಯಲ್ಪಡುವುದಿಲ್ಲ, ಹಾರ್ಮುಜ್ ಜಲಸಂಧಿಯನ್ನು ಮರು ತೆರೆಯಲು ನಾವು ಕೆಲಸ ಮಾಡುತ್ತೇವೆ ಎಂದು ಸ್ಟಾರ್ಮರ್ ಹೇಳಿದ್ದಾರೆ. ಗಲ್ಫ್ ಪ್ರದೇಶದಲ್ಲಿ ಸಮುದ್ರ ಭದ್ರತೆಗಾಗಿ 35 ರಾಷ್ಟ್ರಗಳ ಉದ್ದೇಶಿತ ಹೇಳಿಕೆಯನ್ನು ಯುಕೆ ಮುಂದಿಟ್ಟಿದ್ದು, ಈ ರಾಷ್ಟ್ರಗಳ ಸಭೆಯನ್ನು ಬುಧವಾರ ನಡೆಸಲಾಗುತ್ತದೆ. ಹಾರ್ಮುಜ್ ಜಲಸಂಧಿಯ ಭದ್ರತೆ ಬಹಳ ಮುಖ್ಯ ಎಂದು ಅವರು ಹೇಳಿದ್ದಾರೆ. ಪ್ರಸ್ತುತ ಪರಿಸ್ಥಿತಿ ಜನರಲ್ಲಿ ಆತಂಕ ಉಂಟುಮಾಡುತ್ತಿದೆ. ಕುಟುಂಬಗಳ ಮೇಲೆ ಪರಿಣಾಮ — [43, 1644, 566, 1796]
established-year: ಸ್ಥಾಪನೆ: 1957 — [1015, 34, 1153, 61]
hormuz-story — [37, 1563, 572, 1913]
ramdev-story — [37, 927, 572, 1563]
editor-name: ಸಂಪಾದಕ: ಎ.ಬಿ. ಧಾರವಾಡಕರ — [1034, 247, 1153, 261]
left-box-body: ಬೆಂಗಳೂರು ಏ.1: ಜಾಗತಿಕ ಬಳಕೆಯ ಸಿಲಿಂಡರ್ ದರ ಏರಿಕೆಗೆ ಕಿಡಿ ಕಾರಿರುವ ಎಐಸಿಸಿ ಪ್ರಧಾನ ಕಾರ್ಯದರ್ಶಿ ಹಾಗೂ ರಾಜ್ಯ ಕಾಂಗ್ರೆಸ್ ಉಸ್ತುವಾರಿ ರಣದೀಪ್ ಸಿಂಗ್ ಸುರ್ಜೇವಾಲಾ ಅವರು ಏಪ್ರಿಲ್ 1 ರಂದೇ ಮೋದಿ ಸರ್ಕಾರ ಮತ್ತು ಬಿಜೆಪಿಯಿಂದ "ಜನರ ಜೇಬಿಗೆ ಕತ್ತರಿ ಹಾಕುವ ಹೊಸ ಅಧ್ಯಾಯ ಆರಂಭವಾಗಿದೆ ಇದೇನಾ ಆ "ಅಚ್ಛೇ ದಿನ" ಎಂದು ಪ್ರಶ್ನಿಸಿದ್ದಾರೆ. ನಿನ್ನೆ, ಮಾರ್ಚ್ 31 ರಂದು, ಮತ್ತೊಂದು ಬಾರಿಗೆ ತೈಲ ಕಂಪನಿಗಳಿಗಾಗಿ ಪೆಟ್ರೋಲ್ ಬೆಲೆಯನ್ನು 112 ಕ್ಕೆ, ಇನ್ನು ಡೀಸೆಲ್ ಬೆಲೆಯನ್ನು 98 ಕ್ಕೆ ಏರಿಸಿದೆ. ಸಾಮಾನ್ಯ ಜನರ ಮೇಲೆ ಮುರಿಯುವ ಮೋದಿ ಸರ್ಕಾರವು ಈಗ ಪೆಟ್ರೋಲ್, ಡೀಸೆಲ್ ಮತ್ತು ಗೃಹಬಳಕೆಯ ಗ್ಯಾಸ್ ಸಿಲಿಂಡರ್ ಬೆಲೆಗಳನ್ನು ಹೆಚ್ಚಿಸಲು ಏಪ್ರಿಲ್ 9 ಅಥವಾ 23 ಕ್ಕಾಗಿ ಕಾಯುತ್ತಿದೆ ಎಂದು ಹರಿಹಾಯ್ದಿದ್ದಾರೆ — [47, 67, 383, 228]
founder-label: ಸಂಸ್ಥಾಪಕರು: ದಿ. ಬಿ.ಎನ್.ಧಾರವಾಡಕರ — [422, 247, 569, 261]
right-box-title: ಡಿಜಿಟಲ್ ಅಡಿಕ್ಷನ್ ನಿಯಂತ್ರಣಕ್ಕೆ ಕರಡು ಸಿದ್ಧ — [1215, 43, 1485, 65]
footer-cmyk-left: CMYK — [42, 2375, 80, 2389]
photo-illustration — [720, 559, 1142, 772]
cm-photo — [604, 1083, 1139, 1362]
lead-column-4: ಮಧ್ಯಪ್ರಾಚ್ಯದ ಸ್ಥಿತಿಗತಿಗಳನ್ನು ನಾವು ಬದಲಾಯಿಸುತ್ತಿದ್ದೇವೆ ಎಂದು ನೆತನ್ಯಾಹು ತಿಳಿಸಿದ್ದಾರೆ. ಇದರ ಮಧ್ಯೆ ಇರಾನ್ ಅಧ್ಯಕ್ಷ ಮಸೂದ್ ಪೆಜೆಶ್ಕಿಯಾನ್ ತಮ್ಮ ದೇಶಕ್ಕೆ ಯುದ್ಧವನ್ನು ಕೊನೆಗೊಳಿಸುವ ಇಚ್ಛಾಶಕ್ತಿ ಇದೆ ಎಂದು ಹೇಳಿದ್ದಾರೆ. ಮತ್ತೆ ದಾಳಿ ನಡೆಯದಂತೆ ಖಾತರಿ ಸಿಕ್ಕರೆ ಮಾತ್ರ ಯುದ್ಧ ನಿಲ್ಲಿಸಲಾಗುವುದು ಎಂದು ಅವರು ಸ್ಪಷ್ಟಪಡಿಸಿದ್ದಾರೆ. ಈ ಬೆಳವಣಿಗೆಗಳಿಂದ ಮಧ್ಯಪ್ರಾಚ್ಯದ ಪರಿಸ್ಥಿತಿ ಇನ್ನಷ್ಟು ತೀವ್ರವಾಗುತ್ತಿದ್ದು, ಜಾಗತಿಕ ಮಟ್ಟದಲ್ಲಿ ಆತಂಕ ಹೆಚ್ಚಿಸಿದೆ. — [720, 784, 1142, 900]
photo-illustration — [1173, 1254, 1512, 1408]
